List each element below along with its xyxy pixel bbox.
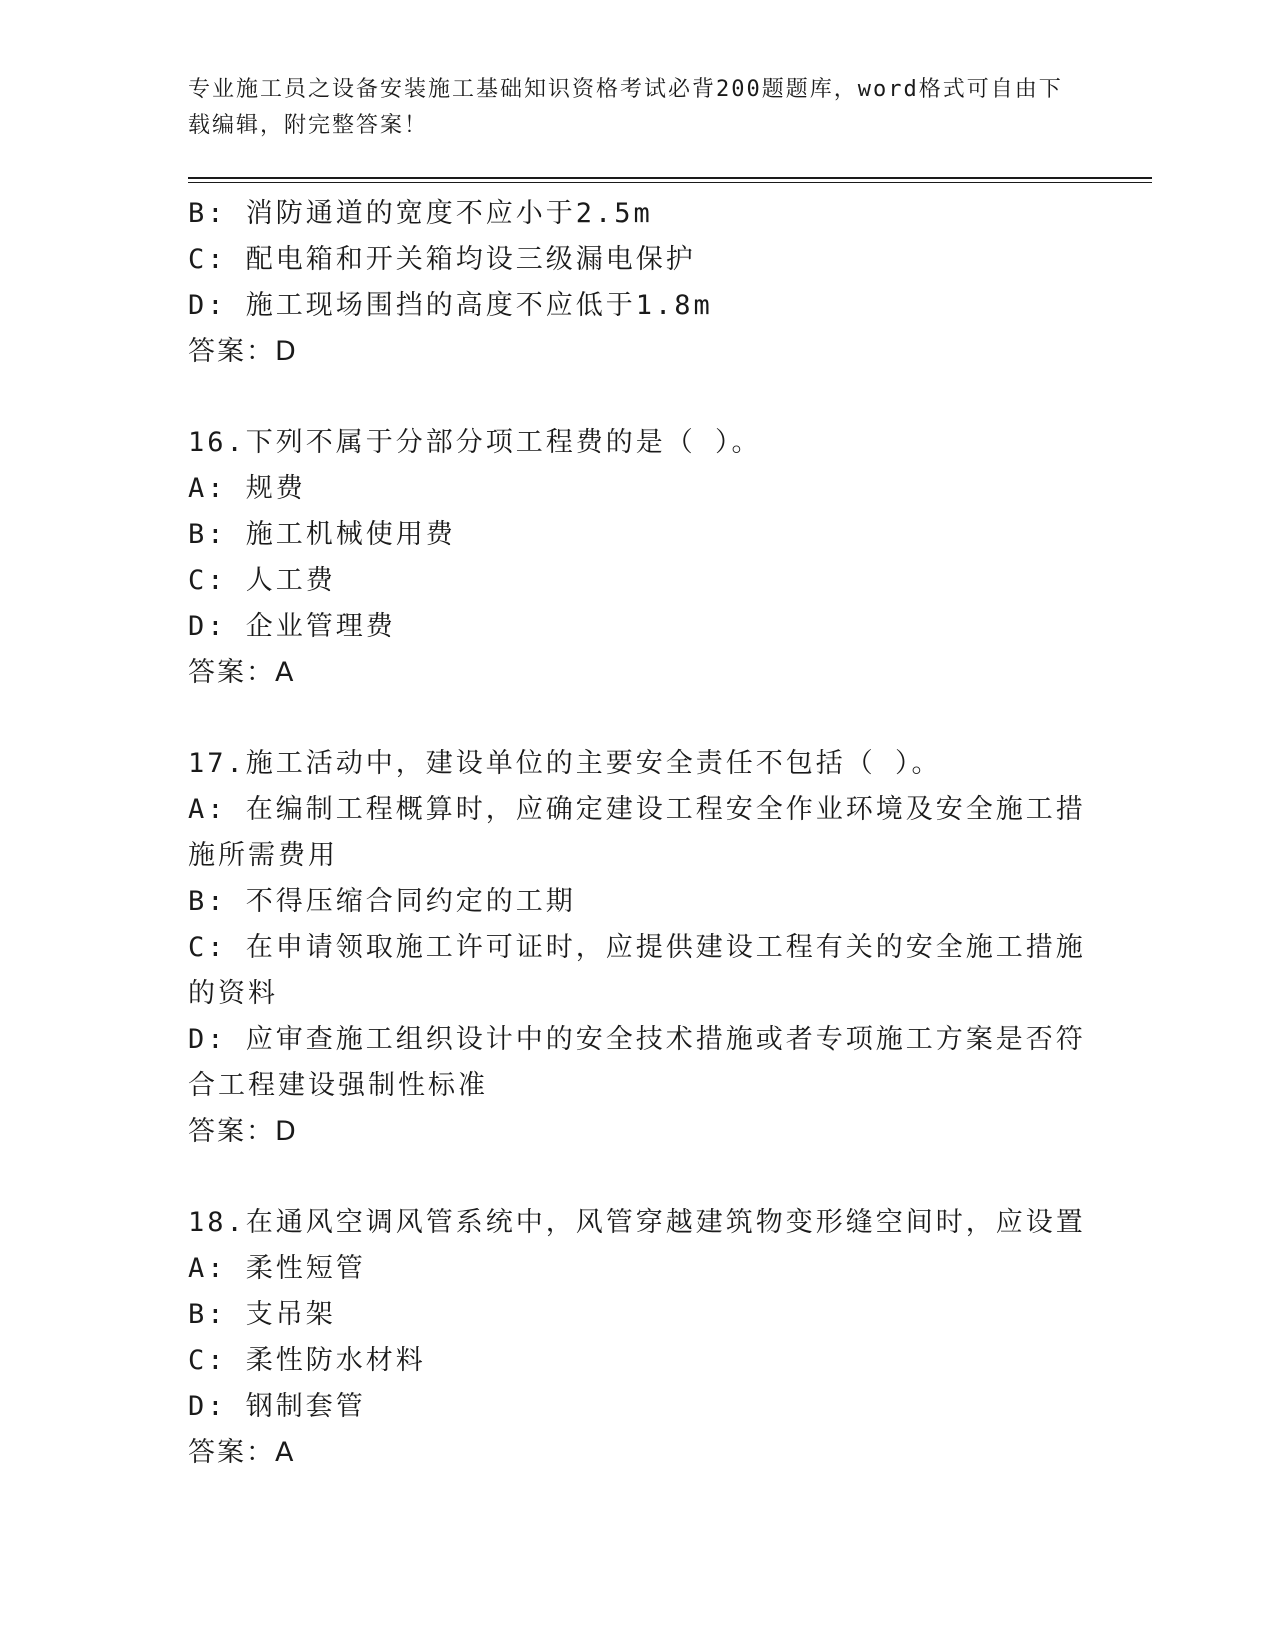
option-c: C: 人工费 — [188, 565, 336, 596]
option-b: B: 消防通道的宽度不应小于2.5m — [188, 198, 653, 229]
question-block-15 — [188, 191, 1088, 375]
answer: 答案：A — [188, 657, 296, 688]
option-c: C: 在申请领取施工许可证时，应提供建设工程有关的安全施工措施的资料 — [188, 932, 1086, 1009]
option-d: D: 应审查施工组织设计中的安全技术措施或者专项施工方案是否符合工程建设强制性标准 — [188, 1024, 1086, 1101]
option-a: A: 规费 — [188, 473, 306, 504]
spacer — [188, 696, 1088, 741]
question-block-17 — [188, 741, 1088, 1155]
question-text: 18.在通风空调风管系统中，风管穿越建筑物变形缝空间时，应设置 — [188, 1207, 1086, 1238]
option-c: C: 柔性防水材料 — [188, 1345, 426, 1376]
spacer — [188, 1155, 1088, 1200]
page-header: 专业施工员之设备安装施工基础知识资格考试必背200题题库，word格式可自由下载编辑，附完整答案！ — [188, 77, 1063, 138]
question-block-18 — [188, 1200, 1088, 1476]
option-b: B: 支吊架 — [188, 1299, 336, 1330]
answer: 答案：D — [188, 1116, 298, 1147]
option-a: A: 在编制工程概算时，应确定建设工程安全作业环境及安全施工措施所需费用 — [188, 794, 1086, 871]
option-a: A: 柔性短管 — [188, 1253, 366, 1284]
question-block-16 — [188, 420, 1088, 696]
answer: 答案：D — [188, 336, 298, 367]
question-list — [188, 191, 1088, 1476]
question-text: 17.施工活动中，建设单位的主要安全责任不包括（ ）。 — [188, 748, 942, 779]
option-b: B: 施工机械使用费 — [188, 519, 456, 550]
option-b: B: 不得压缩合同约定的工期 — [188, 886, 576, 917]
answer: 答案：A — [188, 1437, 296, 1468]
option-d: D: 企业管理费 — [188, 611, 396, 642]
spacer — [188, 375, 1088, 420]
header-divider — [188, 177, 1152, 183]
question-text: 16.下列不属于分部分项工程费的是（ ）。 — [188, 427, 762, 458]
option-d: D: 钢制套管 — [188, 1391, 366, 1422]
option-c: C: 配电箱和开关箱均设三级漏电保护 — [188, 244, 696, 275]
option-d: D: 施工现场围挡的高度不应低于1.8m — [188, 290, 713, 321]
